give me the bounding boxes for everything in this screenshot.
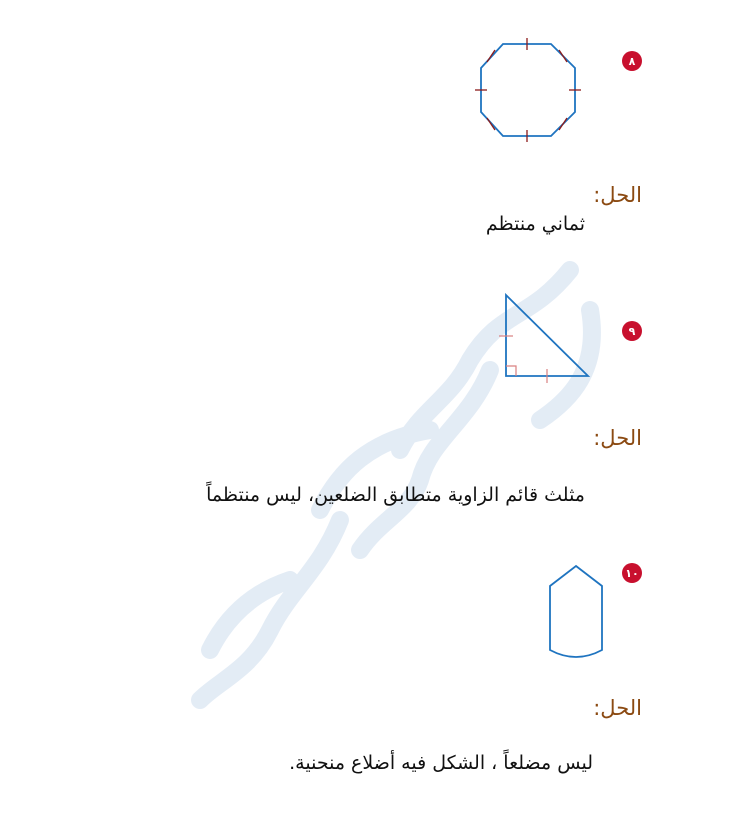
problem-9-solution-label: الحل: <box>593 426 642 450</box>
problem-8-answer: ثماني منتظم <box>485 213 585 235</box>
problem-9-number: ٩ <box>628 324 636 338</box>
curved-shape-icon <box>544 562 608 662</box>
right-isosceles-triangle-icon <box>496 292 596 384</box>
problem-8-number: ٨ <box>628 54 636 68</box>
problem-9-answer: مثلث قائم الزاوية متطابق الضلعين، ليس منتظماً <box>206 484 585 506</box>
problem-9-number-badge <box>622 321 642 341</box>
problem-10-number-badge <box>622 563 642 583</box>
problem-8-number-badge <box>622 51 642 71</box>
problem-10-solution-label: الحل: <box>593 696 642 720</box>
problem-8-solution-label: الحل: <box>593 183 642 207</box>
regular-octagon-icon <box>475 38 585 144</box>
problem-10-answer: ليس مضلعاً ، الشكل فيه أضلاع منحنية. <box>289 752 593 774</box>
problem-10-number: ١٠ <box>625 566 639 580</box>
